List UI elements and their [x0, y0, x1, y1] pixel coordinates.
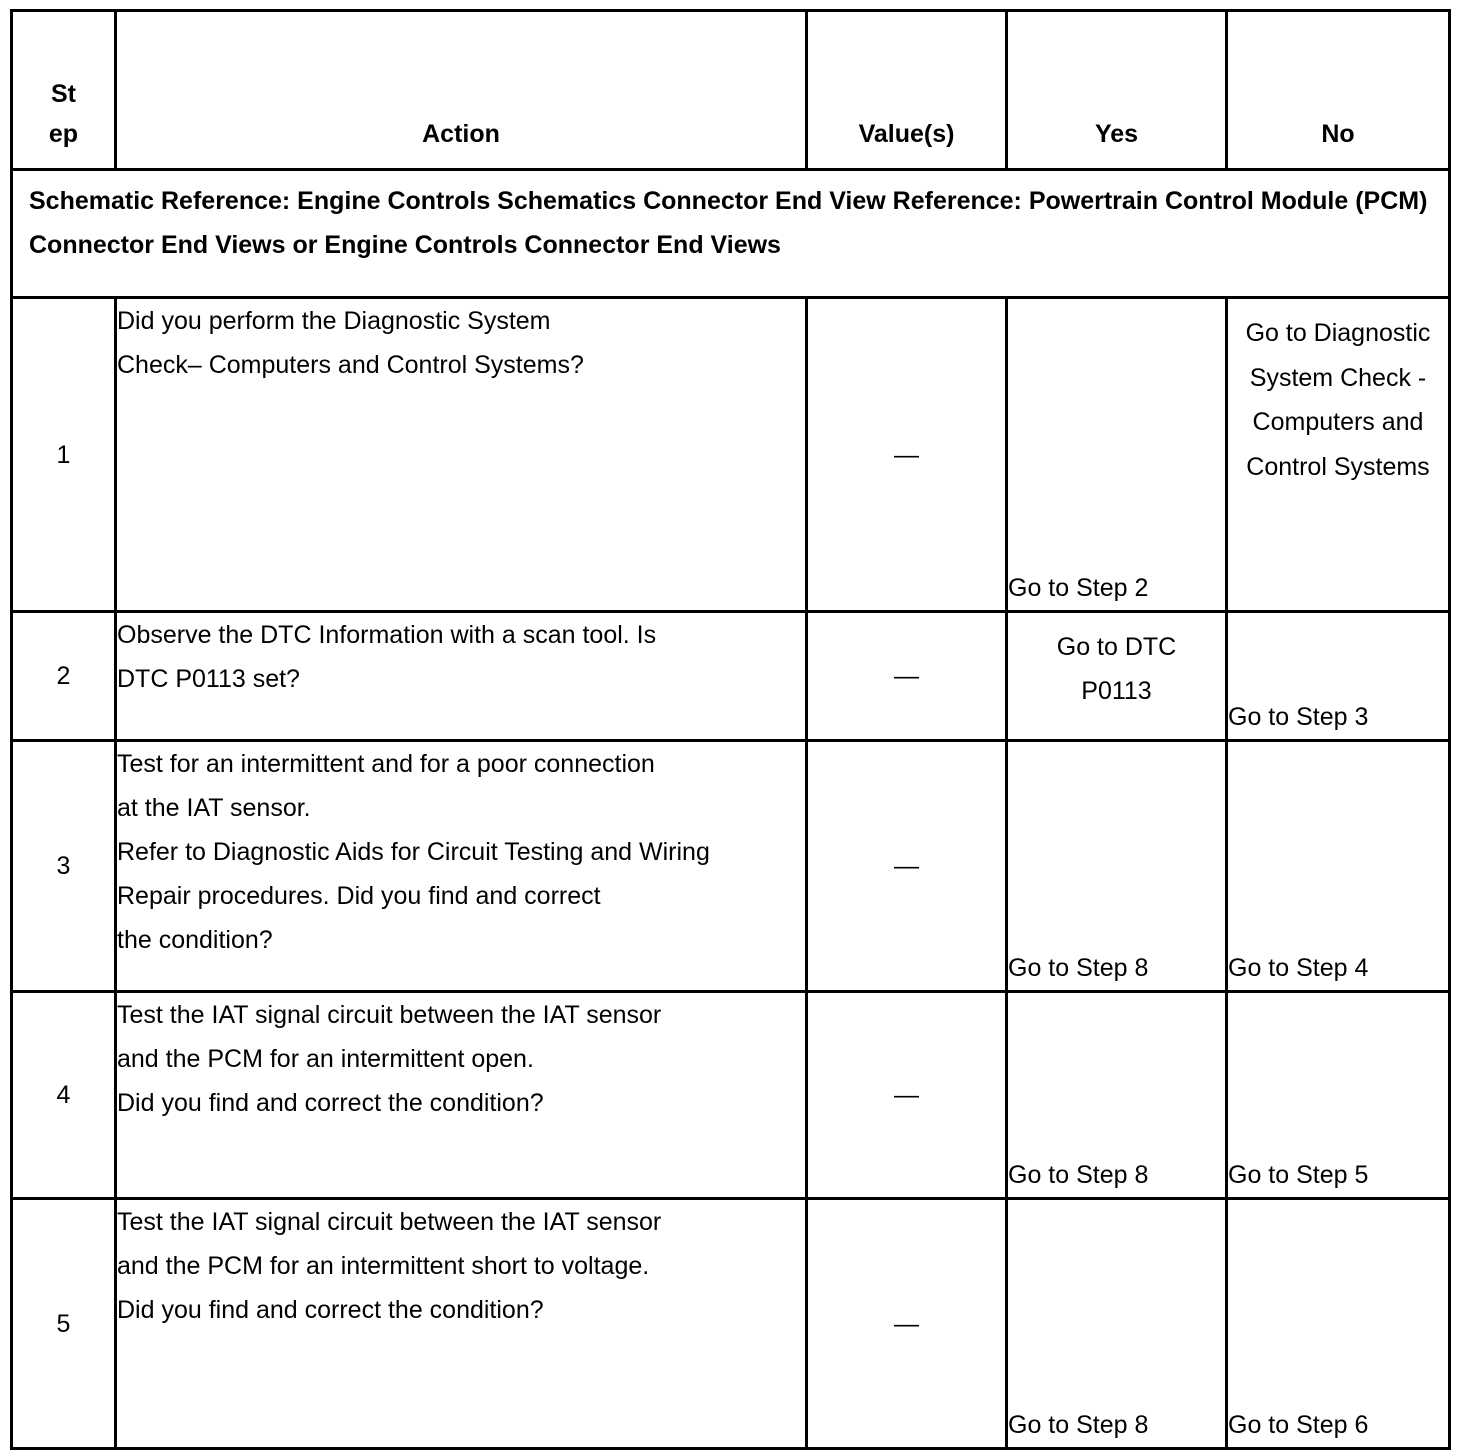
header-step: Step: [12, 11, 116, 170]
reference-row: [12, 170, 1450, 298]
action-line: Refer to Diagnostic Aids for Circuit Testing and Wiring: [117, 838, 710, 866]
diagnostic-table: [10, 9, 1451, 1450]
action-line: Check– Computers and Control Systems?: [117, 351, 584, 379]
action-line: Did you find and correct the condition?: [117, 1296, 544, 1324]
no-cell: Go to Diagnostic System Check - Computers and Control Systems: [1227, 298, 1450, 612]
action-line: at the IAT sensor.: [117, 794, 311, 822]
step-number: 2: [12, 612, 116, 741]
action-line: and the PCM for an intermittent open.: [117, 1045, 534, 1073]
action-line: Did you perform the Diagnostic System: [117, 307, 551, 335]
table-row: [12, 298, 1450, 612]
no-cell: Go to Step 5: [1227, 992, 1450, 1199]
yes-cell: Go to Step 2: [1007, 298, 1227, 612]
table-row: [12, 992, 1450, 1199]
value-cell: —: [807, 1199, 1007, 1449]
table-row: [12, 1199, 1450, 1449]
table-row: [12, 741, 1450, 992]
yes-cell: Go to Step 8: [1007, 1199, 1227, 1449]
action-text: [116, 1199, 807, 1449]
header-action: Action: [116, 11, 807, 170]
action-line: DTC P0113 set?: [117, 665, 300, 693]
header-values: Value(s): [807, 11, 1007, 170]
header-row: [12, 11, 1450, 170]
value-cell: —: [807, 992, 1007, 1199]
step-number: 4: [12, 992, 116, 1199]
no-cell: Go to Step 3: [1227, 612, 1450, 741]
value-cell: —: [807, 298, 1007, 612]
action-line: and the PCM for an intermittent short to voltage.: [117, 1252, 650, 1280]
step-number: 3: [12, 741, 116, 992]
header-no: No: [1227, 11, 1450, 170]
action-line: Test the IAT signal circuit between the IAT sensor: [117, 1001, 662, 1029]
step-number: 1: [12, 298, 116, 612]
header-yes: Yes: [1007, 11, 1227, 170]
action-text: [116, 298, 807, 612]
step-number: 5: [12, 1199, 116, 1449]
action-line: the condition?: [117, 926, 273, 954]
table-row: [12, 612, 1450, 741]
schematic-reference: Schematic Reference: Engine Controls Schematics Connector End View Reference: Powertrain Control Module (PCM) Connector End Views or Engine Controls Connector End Views: [12, 170, 1450, 298]
action-text: [116, 612, 807, 741]
action-line: Did you find and correct the condition?: [117, 1089, 544, 1117]
action-line: Test the IAT signal circuit between the IAT sensor: [117, 1208, 662, 1236]
action-line: Repair procedures. Did you find and correct: [117, 882, 601, 910]
yes-cell: Go to Step 8: [1007, 992, 1227, 1199]
value-cell: —: [807, 612, 1007, 741]
action-text: [116, 992, 807, 1199]
action-text: [116, 741, 807, 992]
yes-cell: Go to Step 8: [1007, 741, 1227, 992]
no-cell: Go to Step 6: [1227, 1199, 1450, 1449]
yes-cell: Go to DTC P0113: [1007, 612, 1227, 741]
no-cell: Go to Step 4: [1227, 741, 1450, 992]
action-line: Test for an intermittent and for a poor connection: [117, 750, 655, 778]
action-line: Observe the DTC Information with a scan tool. Is: [117, 621, 657, 649]
value-cell: —: [807, 741, 1007, 992]
